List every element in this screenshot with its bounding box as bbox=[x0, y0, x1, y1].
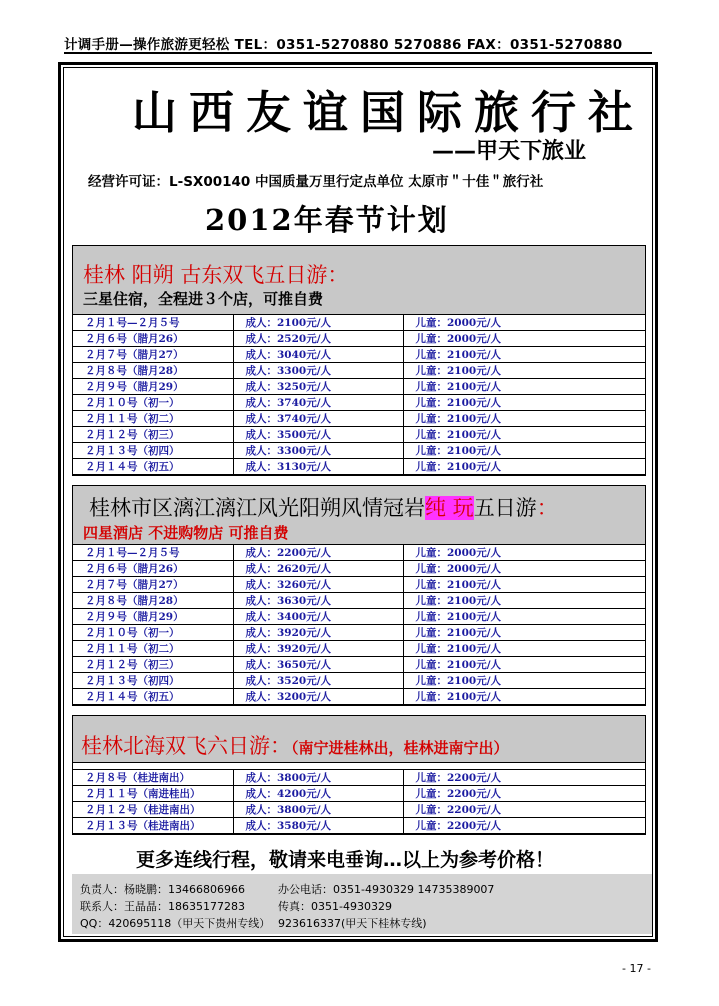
date-cell: ２月１１号（初二） bbox=[73, 641, 233, 657]
contact-qq-guilin: 923616337(甲天下桂林专线) bbox=[278, 917, 427, 930]
brand-name: ——甲天下旅业 bbox=[432, 139, 587, 164]
child-price-cell: 儿童：2100元/人 bbox=[403, 641, 645, 657]
header-contact-line: 计调手册—操作旅游更轻松 TEL：0351-5270880 5270886 FAX：0351-5270880 bbox=[64, 37, 623, 53]
adult-price-cell: 成人：3800元/人 bbox=[233, 802, 403, 818]
tour-2-price-table bbox=[73, 545, 645, 705]
adult-price-cell: 成人：3580元/人 bbox=[233, 818, 403, 834]
adult-price-cell: 成人：3650元/人 bbox=[233, 657, 403, 673]
header-rule bbox=[64, 52, 652, 54]
price-row bbox=[73, 395, 645, 411]
tour-2-header bbox=[73, 486, 645, 545]
adult-price-cell: 成人：3920元/人 bbox=[233, 641, 403, 657]
child-price-cell: 儿童：2000元/人 bbox=[403, 545, 645, 561]
adult-price-cell: 成人：2520元/人 bbox=[233, 331, 403, 347]
child-price-cell: 儿童：2000元/人 bbox=[403, 315, 645, 331]
child-price-cell: 儿童：2100元/人 bbox=[403, 427, 645, 443]
date-cell: ２月９号（腊月29） bbox=[73, 609, 233, 625]
price-row bbox=[73, 577, 645, 593]
tour-1 bbox=[72, 245, 646, 476]
adult-price-cell: 成人：3630元/人 bbox=[233, 593, 403, 609]
price-row bbox=[73, 459, 645, 475]
child-price-cell: 儿童：2100元/人 bbox=[403, 395, 645, 411]
price-row bbox=[73, 786, 645, 802]
adult-price-cell: 成人：2200元/人 bbox=[233, 545, 403, 561]
price-row bbox=[73, 315, 645, 331]
child-price-cell: 儿童：2200元/人 bbox=[403, 770, 645, 786]
date-cell: ２月１１号（南进桂出） bbox=[73, 786, 233, 802]
adult-price-cell: 成人：2620元/人 bbox=[233, 561, 403, 577]
child-price-cell: 儿童：2100元/人 bbox=[403, 459, 645, 475]
child-price-cell: 儿童：2100元/人 bbox=[403, 347, 645, 363]
tour-2-title-a: 桂林市区漓江漓江风光阳朔风情冠岩 bbox=[89, 496, 425, 520]
price-row bbox=[73, 443, 645, 459]
price-row bbox=[73, 770, 645, 786]
tour-3-title-main: 桂林北海双飞六日游： bbox=[81, 734, 291, 758]
adult-price-cell: 成人：3520元/人 bbox=[233, 673, 403, 689]
date-cell: ２月１０号（初一） bbox=[73, 395, 233, 411]
contact-manager: 负责人：杨晓鹏：13466806966 bbox=[80, 883, 245, 896]
child-price-cell: 儿童：2100元/人 bbox=[403, 443, 645, 459]
page-number: - 17 - bbox=[622, 962, 651, 975]
date-cell: ２月９号（腊月29） bbox=[73, 379, 233, 395]
date-cell: ２月１２号（初三） bbox=[73, 427, 233, 443]
agency-name: 山西友谊国际旅行社 bbox=[132, 86, 646, 139]
child-price-cell: 儿童：2100元/人 bbox=[403, 379, 645, 395]
price-row bbox=[73, 347, 645, 363]
adult-price-cell: 成人：3920元/人 bbox=[233, 625, 403, 641]
contact-fax: 传真：0351-4930329 bbox=[278, 900, 392, 913]
child-price-cell: 儿童：2100元/人 bbox=[403, 625, 645, 641]
child-price-cell: 儿童：2100元/人 bbox=[403, 593, 645, 609]
plan-title: 2012年春节计划 bbox=[205, 203, 449, 237]
price-row bbox=[73, 593, 645, 609]
date-cell: ２月１号—２月５号 bbox=[73, 315, 233, 331]
date-cell: ２月１２号（初三） bbox=[73, 657, 233, 673]
date-cell: ２月７号（腊月27） bbox=[73, 347, 233, 363]
contact-qq-guizhou: QQ：420695118（甲天下贵州专线） bbox=[80, 917, 271, 930]
adult-price-cell: 成人：3500元/人 bbox=[233, 427, 403, 443]
tour-1-header bbox=[73, 246, 645, 315]
tour-1-price-table bbox=[73, 315, 645, 475]
tour-2 bbox=[72, 485, 646, 706]
price-row bbox=[73, 379, 645, 395]
date-cell: ２月１３号（初四） bbox=[73, 673, 233, 689]
contact-office-phone: 办公电话：0351-4930329 14735389007 bbox=[278, 883, 495, 896]
child-price-cell: 儿童：2000元/人 bbox=[403, 331, 645, 347]
tour-2-title bbox=[89, 492, 558, 522]
date-cell: ２月１４号（初五） bbox=[73, 459, 233, 475]
child-price-cell: 儿童：2000元/人 bbox=[403, 561, 645, 577]
child-price-cell: 儿童：2100元/人 bbox=[403, 577, 645, 593]
tour-2-title-colon: ： bbox=[536, 496, 558, 520]
adult-price-cell: 成人：3800元/人 bbox=[233, 770, 403, 786]
adult-price-cell: 成人：3740元/人 bbox=[233, 411, 403, 427]
adult-price-cell: 成人：3130元/人 bbox=[233, 459, 403, 475]
tour-2-title-b: 五日游 bbox=[473, 496, 537, 520]
child-price-cell: 儿童：2100元/人 bbox=[403, 657, 645, 673]
price-row bbox=[73, 802, 645, 818]
price-row bbox=[73, 818, 645, 834]
adult-price-cell: 成人：2100元/人 bbox=[233, 315, 403, 331]
contact-person: 联系人：王晶晶：18635177283 bbox=[80, 900, 245, 913]
price-row bbox=[73, 689, 645, 705]
adult-price-cell: 成人：3200元/人 bbox=[233, 689, 403, 705]
adult-price-cell: 成人：3300元/人 bbox=[233, 363, 403, 379]
price-row bbox=[73, 609, 645, 625]
tour-1-subtitle: 三星住宿，全程进３个店，可推自费 bbox=[83, 290, 324, 308]
adult-price-cell: 成人：3250元/人 bbox=[233, 379, 403, 395]
tour-3-price-table bbox=[73, 770, 645, 834]
child-price-cell: 儿童：2100元/人 bbox=[403, 411, 645, 427]
price-row bbox=[73, 427, 645, 443]
date-cell: ２月７号（腊月27） bbox=[73, 577, 233, 593]
date-cell: ２月６号（腊月26） bbox=[73, 561, 233, 577]
reference-note: 更多连线行程，敬请来电垂询…以上为参考价格！ bbox=[136, 849, 555, 871]
tour-3-title bbox=[81, 730, 509, 760]
adult-price-cell: 成人：3300元/人 bbox=[233, 443, 403, 459]
tour-2-title-highlight: 纯 玩 bbox=[425, 496, 474, 520]
price-row bbox=[73, 625, 645, 641]
adult-price-cell: 成人：3040元/人 bbox=[233, 347, 403, 363]
tour-1-title: 桂林 阳朔 古东双飞五日游： bbox=[83, 263, 349, 287]
price-row bbox=[73, 545, 645, 561]
child-price-cell: 儿童：2100元/人 bbox=[403, 689, 645, 705]
date-cell: ２月８号（桂进南出） bbox=[73, 770, 233, 786]
adult-price-cell: 成人：4200元/人 bbox=[233, 786, 403, 802]
adult-price-cell: 成人：3260元/人 bbox=[233, 577, 403, 593]
contact-box bbox=[72, 874, 652, 934]
child-price-cell: 儿童：2100元/人 bbox=[403, 363, 645, 379]
child-price-cell: 儿童：2100元/人 bbox=[403, 609, 645, 625]
date-cell: ２月１３号（初四） bbox=[73, 443, 233, 459]
child-price-cell: 儿童：2200元/人 bbox=[403, 802, 645, 818]
date-cell: ２月１４号（初五） bbox=[73, 689, 233, 705]
tour-3 bbox=[72, 715, 646, 835]
adult-price-cell: 成人：3740元/人 bbox=[233, 395, 403, 411]
date-cell: ２月１３号（桂进南出） bbox=[73, 818, 233, 834]
tour-2-subtitle: 四星酒店 不进购物店 可推自费 bbox=[83, 524, 289, 542]
price-row bbox=[73, 411, 645, 427]
child-price-cell: 儿童：2200元/人 bbox=[403, 786, 645, 802]
date-cell: ２月１号—２月５号 bbox=[73, 545, 233, 561]
date-cell: ２月１０号（初一） bbox=[73, 625, 233, 641]
date-cell: ２月６号（腊月26） bbox=[73, 331, 233, 347]
price-row bbox=[73, 363, 645, 379]
price-row bbox=[73, 641, 645, 657]
price-row bbox=[73, 331, 645, 347]
tour-3-title-note: （南宁进桂林出，桂林进南宁出） bbox=[291, 739, 509, 757]
price-row bbox=[73, 657, 645, 673]
tour-3-spacer bbox=[73, 763, 645, 770]
tour-3-header bbox=[73, 716, 645, 763]
date-cell: ２月８号（腊月28） bbox=[73, 593, 233, 609]
date-cell: ２月１１号（初二） bbox=[73, 411, 233, 427]
adult-price-cell: 成人：3400元/人 bbox=[233, 609, 403, 625]
child-price-cell: 儿童：2200元/人 bbox=[403, 818, 645, 834]
license-line: 经营许可证：L-SX00140 中国质量万里行定点单位 太原市＂十佳＂旅行社 bbox=[88, 174, 544, 190]
date-cell: ２月８号（腊月28） bbox=[73, 363, 233, 379]
price-row bbox=[73, 561, 645, 577]
child-price-cell: 儿童：2100元/人 bbox=[403, 673, 645, 689]
price-row bbox=[73, 673, 645, 689]
date-cell: ２月１２号（桂进南出） bbox=[73, 802, 233, 818]
